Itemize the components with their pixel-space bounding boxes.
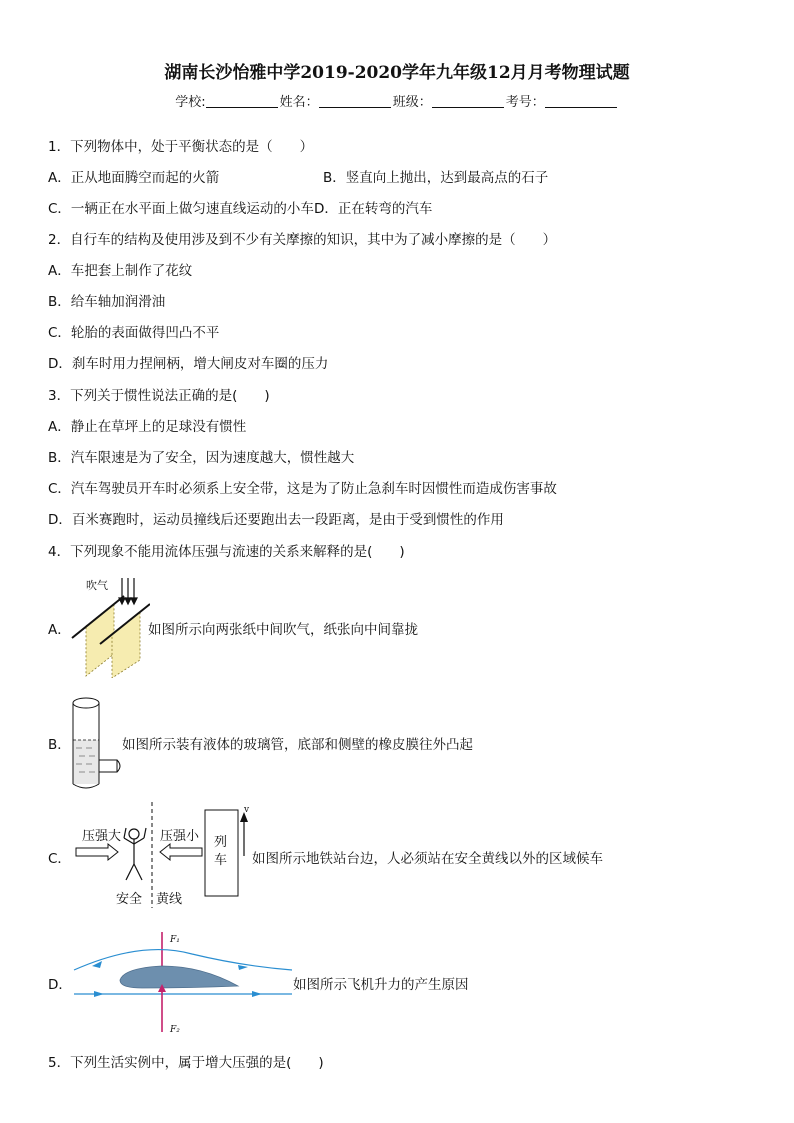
velocity-label: v bbox=[244, 805, 250, 815]
q4-option-c-text: 如图所示地铁站台边，人必须站在安全黄线以外的区域候车 bbox=[252, 851, 603, 867]
q4-stem: 4．下列现象不能用流体压强与流速的关系来解释的是( ) bbox=[48, 544, 405, 560]
q2-option-b: B．给车轴加润滑油 bbox=[48, 294, 166, 310]
upper-flow-line bbox=[74, 950, 292, 970]
pressure-high-label: 压强大 bbox=[82, 829, 122, 844]
safe-label: 安全 bbox=[116, 892, 143, 907]
q2-option-d: D．刹车时用力捏闸柄，增大闸皮对车圈的压力 bbox=[48, 356, 329, 372]
pressure-low-label: 压强小 bbox=[160, 829, 200, 844]
q2-option-c: C．轮胎的表面做得凹凸不平 bbox=[48, 325, 220, 341]
right-paper bbox=[112, 612, 140, 678]
tube-top-rim bbox=[73, 698, 99, 708]
blow-air-label: 吹气 bbox=[86, 579, 108, 592]
liquid bbox=[73, 740, 99, 784]
q1-option-a: A．正从地面腾空而起的火箭 bbox=[48, 170, 220, 186]
q4-option-d-text: 如图所示飞机升力的产生原因 bbox=[293, 977, 469, 993]
q4-option-d-label: D． bbox=[48, 977, 72, 993]
q1-options-ab bbox=[48, 169, 219, 187]
class-blank[interactable] bbox=[432, 94, 504, 108]
hollow-arrow-left bbox=[160, 844, 202, 860]
q4-option-a-label: A． bbox=[48, 622, 71, 638]
q4-option-b-label: B． bbox=[48, 737, 71, 753]
q1-options-cd bbox=[48, 200, 432, 218]
exam-title: 湖南长沙怡雅中学2019-2020学年九年级12月月考物理试题 bbox=[164, 63, 630, 83]
school-label: 学校: bbox=[175, 95, 206, 110]
train-char-2: 车 bbox=[214, 853, 228, 868]
q3-option-a: A．静止在草坪上的足球没有惯性 bbox=[48, 419, 247, 435]
yellow-line-label: 黄线 bbox=[156, 892, 183, 907]
q3-stem: 3．下列关于惯性说法正确的是( ) bbox=[48, 388, 270, 404]
force-f2-label: F₂ bbox=[170, 1025, 180, 1035]
person-icon bbox=[124, 828, 146, 880]
q3-option-b: B．汽车限速是为了安全，因为速度越大，惯性越大 bbox=[48, 450, 355, 466]
q5-stem: 5．下列生活实例中，属于增大压强的是( ) bbox=[48, 1055, 324, 1071]
q4-option-c-label: C． bbox=[48, 851, 71, 867]
q3-option-c: C．汽车驾驶员开车时必须系上安全带，这是为了防止急刹车时因惯性而造成伤害事故 bbox=[48, 481, 557, 497]
q3-option-d: D．百米赛跑时，运动员撞线后还要跑出去一段距离，是由于受到惯性的作用 bbox=[48, 512, 504, 528]
school-blank[interactable] bbox=[206, 94, 278, 108]
q4-option-a-text: 如图所示向两张纸中间吹气，纸张向中间靠拢 bbox=[148, 622, 418, 638]
force-f1-label: F₁ bbox=[170, 935, 180, 945]
wing-shape bbox=[120, 966, 238, 988]
exam-no-blank[interactable] bbox=[545, 94, 617, 108]
q1-stem: 1．下列物体中，处于平衡状态的是（ ） bbox=[48, 139, 314, 155]
blow-arrows bbox=[119, 578, 137, 604]
q4-option-b-text: 如图所示装有液体的玻璃管，底部和侧壁的橡皮膜往外凸起 bbox=[122, 737, 473, 753]
q1-option-c: C．一辆正在水平面上做匀速直线运动的小车 bbox=[48, 201, 314, 217]
exam-no-label: 考号： bbox=[505, 95, 545, 110]
q1-option-b: B．竖直向上抛出，达到最高点的石子 bbox=[323, 170, 549, 186]
train-char-1: 列 bbox=[214, 835, 228, 850]
hollow-arrow-right bbox=[76, 844, 118, 860]
class-label: 班级： bbox=[392, 95, 432, 110]
name-label: 姓名： bbox=[279, 95, 319, 110]
bottom-membrane bbox=[73, 784, 99, 788]
name-blank[interactable] bbox=[319, 94, 391, 108]
side-pipe bbox=[99, 760, 117, 772]
student-info-line bbox=[0, 91, 794, 110]
paper-blow-figure bbox=[66, 574, 150, 678]
q2-option-a: A．车把套上制作了花纹 bbox=[48, 263, 193, 279]
airfoil-figure bbox=[72, 930, 294, 1036]
q1-option-d: D．正在转弯的汽车 bbox=[313, 201, 433, 217]
glass-tube-figure bbox=[68, 694, 124, 792]
subway-platform-figure bbox=[72, 800, 252, 912]
q2-stem: 2．自行车的结构及使用涉及到不少有关摩擦的知识，其中为了减小摩擦的是（ ） bbox=[48, 232, 557, 248]
